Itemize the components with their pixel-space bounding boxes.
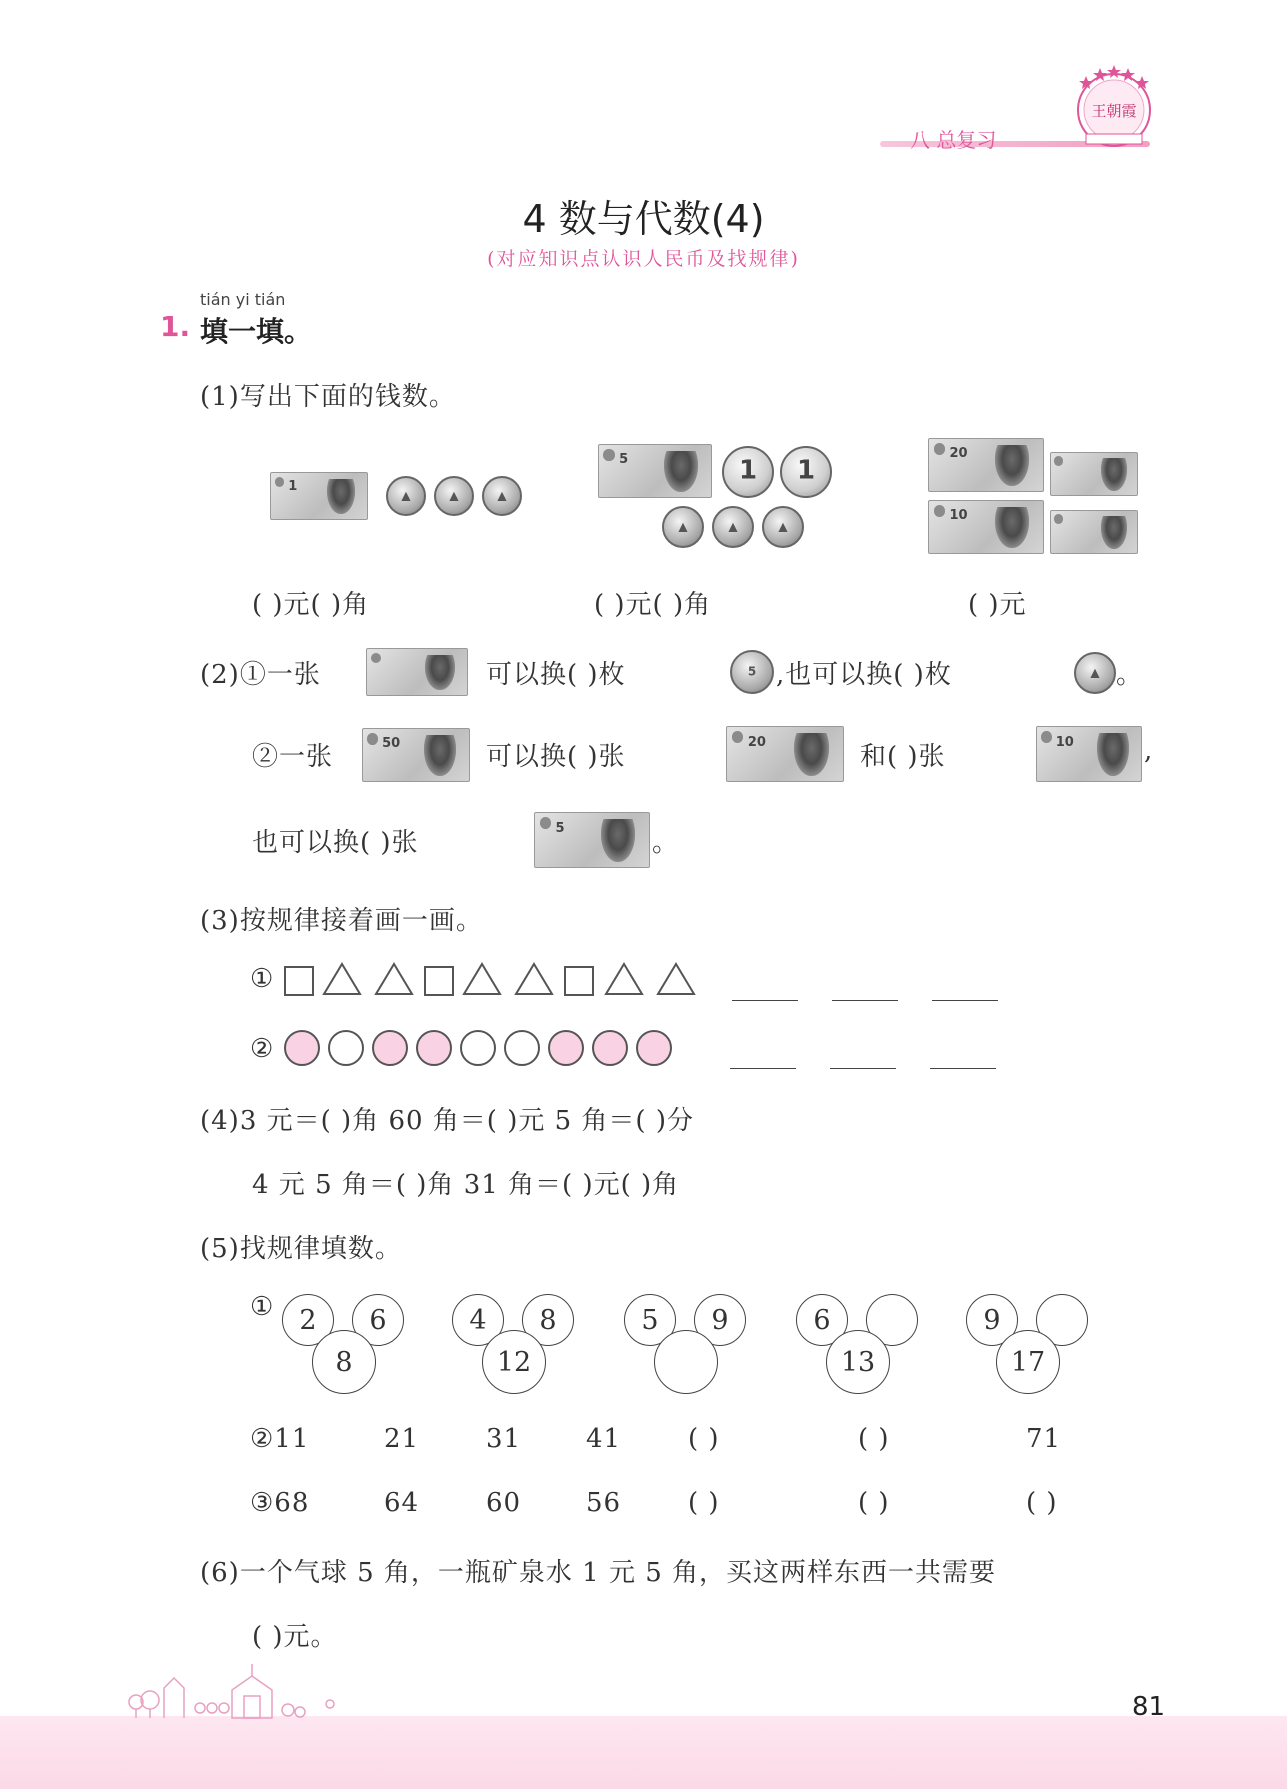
banknote-5-yuan: 5 bbox=[534, 812, 650, 868]
triangle-shape bbox=[656, 962, 696, 996]
q1-title: 填一填。 bbox=[200, 315, 313, 348]
coin-1-yuan: 1 bbox=[722, 446, 774, 498]
square-shape bbox=[424, 966, 454, 996]
p5-row1-num: ① bbox=[250, 1292, 275, 1322]
seq2-item: 71 bbox=[1026, 1424, 1062, 1454]
seq3-item: 60 bbox=[486, 1488, 522, 1518]
circle-number-a: 4 bbox=[452, 1294, 504, 1346]
white-circle bbox=[460, 1030, 496, 1066]
p2-line1-d: 。 bbox=[1116, 660, 1144, 690]
pink-circle bbox=[636, 1030, 672, 1066]
draw-blank[interactable] bbox=[832, 1000, 898, 1001]
banknote-20-yuan: 20 bbox=[928, 438, 1044, 492]
pink-circle bbox=[416, 1030, 452, 1066]
footer-band bbox=[0, 1716, 1287, 1789]
draw-blank[interactable] bbox=[732, 1000, 798, 1001]
banknote-10-yuan: 10 bbox=[1036, 726, 1142, 782]
circle-number-a: 6 bbox=[796, 1294, 848, 1346]
seq2-blank[interactable]: ( ) bbox=[688, 1424, 720, 1454]
seq2-item: 31 bbox=[486, 1424, 522, 1454]
seq2-blank[interactable]: ( ) bbox=[858, 1424, 890, 1454]
p2-line1-b[interactable]: 可以换( )枚 bbox=[486, 660, 626, 690]
coin-jiao: ▲ bbox=[712, 506, 754, 548]
q1-number: 1. bbox=[160, 310, 191, 343]
page-title: 4 数与代数(4) bbox=[522, 197, 765, 241]
triangle-shape bbox=[604, 962, 644, 996]
p2-line1-a: (2)①一张 bbox=[200, 660, 321, 690]
seq3-item: 56 bbox=[586, 1488, 622, 1518]
coin-5-jiao: 5 bbox=[730, 650, 774, 694]
section-label: 八 总复习 bbox=[910, 128, 997, 152]
circle-blank-sum[interactable] bbox=[654, 1330, 718, 1394]
triangle-shape bbox=[514, 962, 554, 996]
p2-line1-c[interactable]: ,也可以换( )枚 bbox=[776, 660, 952, 690]
draw-blank[interactable] bbox=[932, 1000, 998, 1001]
pink-circle bbox=[592, 1030, 628, 1066]
coin-jiao: ▲ bbox=[482, 476, 522, 516]
footer-decoration bbox=[120, 1650, 400, 1720]
coin-jiao: ▲ bbox=[386, 476, 426, 516]
draw-blank[interactable] bbox=[930, 1068, 996, 1069]
p5-label: (5)找规律填数。 bbox=[200, 1234, 402, 1264]
p4-line2[interactable]: 4 元 5 角＝( )角 31 角＝( )元( )角 bbox=[252, 1170, 680, 1200]
banknote-20-yuan: 20 bbox=[726, 726, 844, 782]
coin-jiao: ▲ bbox=[434, 476, 474, 516]
circle-number-a: 2 bbox=[282, 1294, 334, 1346]
banknote-1-yuan bbox=[1050, 510, 1138, 554]
circle-number-a: 9 bbox=[966, 1294, 1018, 1346]
q1-pinyin: tián yi tián bbox=[200, 290, 286, 309]
seal-logo bbox=[1072, 62, 1156, 152]
banknote-50-yuan: 50 bbox=[362, 728, 470, 782]
triangle-shape bbox=[462, 962, 502, 996]
p2-line3-b: 。 bbox=[652, 828, 680, 858]
svg-text:王朝霞: 王朝霞 bbox=[1091, 102, 1137, 120]
circle-number-b: 6 bbox=[352, 1294, 404, 1346]
circle-number-a: 5 bbox=[624, 1294, 676, 1346]
seq3-blank[interactable]: ( ) bbox=[688, 1488, 720, 1518]
circle-number-sum: 17 bbox=[996, 1330, 1060, 1394]
p2-line2-a: ②一张 bbox=[252, 742, 334, 772]
circle-number-sum: 12 bbox=[482, 1330, 546, 1394]
p1-answer-2[interactable]: ( )元( )角 bbox=[594, 590, 712, 620]
draw-blank[interactable] bbox=[830, 1068, 896, 1069]
pink-circle bbox=[284, 1030, 320, 1066]
coin-jiao: ▲ bbox=[1074, 652, 1116, 694]
banknote-1-yuan bbox=[366, 648, 468, 696]
banknote-5-yuan: 5 bbox=[598, 444, 712, 498]
coin-jiao: ▲ bbox=[662, 506, 704, 548]
p1-answer-1[interactable]: ( )元( )角 bbox=[252, 590, 370, 620]
triangle-shape bbox=[374, 962, 414, 996]
square-shape bbox=[284, 966, 314, 996]
seq2-item: ②11 bbox=[250, 1424, 310, 1454]
seq3-blank[interactable]: ( ) bbox=[1026, 1488, 1058, 1518]
seq3-item: ③68 bbox=[250, 1488, 310, 1518]
p1-answer-3[interactable]: ( )元 bbox=[968, 590, 1027, 620]
draw-blank[interactable] bbox=[730, 1068, 796, 1069]
page-number: 81 bbox=[1132, 1692, 1166, 1722]
circle-number-b: 9 bbox=[694, 1294, 746, 1346]
pink-circle bbox=[548, 1030, 584, 1066]
triangle-shape bbox=[322, 962, 362, 996]
seq3-blank[interactable]: ( ) bbox=[858, 1488, 890, 1518]
square-shape bbox=[564, 966, 594, 996]
p6-line2[interactable]: ( )元。 bbox=[252, 1622, 338, 1652]
p3-row2-num: ② bbox=[250, 1034, 275, 1064]
pink-circle bbox=[372, 1030, 408, 1066]
circle-number-sum: 13 bbox=[826, 1330, 890, 1394]
seq2-item: 21 bbox=[384, 1424, 420, 1454]
banknote-1-yuan: 1 bbox=[270, 472, 368, 520]
p4-line1[interactable]: (4)3 元＝( )角 60 角＝( )元 5 角＝( )分 bbox=[200, 1106, 694, 1136]
circle-number-sum: 8 bbox=[312, 1330, 376, 1394]
p3-row1-num: ① bbox=[250, 964, 275, 994]
p3-label: (3)按规律接着画一画。 bbox=[200, 906, 483, 936]
seq3-item: 64 bbox=[384, 1488, 420, 1518]
banknote-10-yuan: 10 bbox=[928, 500, 1044, 554]
p2-line3-a[interactable]: 也可以换( )张 bbox=[252, 828, 419, 858]
p2-line2-b[interactable]: 可以换( )张 bbox=[486, 742, 626, 772]
seq2-item: 41 bbox=[586, 1424, 622, 1454]
p6-line1: (6)一个气球 5 角，一瓶矿泉水 1 元 5 角，买这两样东西一共需要 bbox=[200, 1558, 997, 1588]
p2-line2-c[interactable]: 和( )张 bbox=[860, 742, 946, 772]
coin-1-yuan: 1 bbox=[780, 446, 832, 498]
page-subtitle: (对应知识点认识人民币及找规律) bbox=[487, 248, 800, 270]
banknote-1-yuan bbox=[1050, 452, 1138, 496]
circle-number-b: 8 bbox=[522, 1294, 574, 1346]
p2-line2-d: , bbox=[1144, 736, 1154, 766]
p1-label: (1)写出下面的钱数。 bbox=[200, 382, 456, 412]
white-circle bbox=[328, 1030, 364, 1066]
white-circle bbox=[504, 1030, 540, 1066]
coin-jiao: ▲ bbox=[762, 506, 804, 548]
